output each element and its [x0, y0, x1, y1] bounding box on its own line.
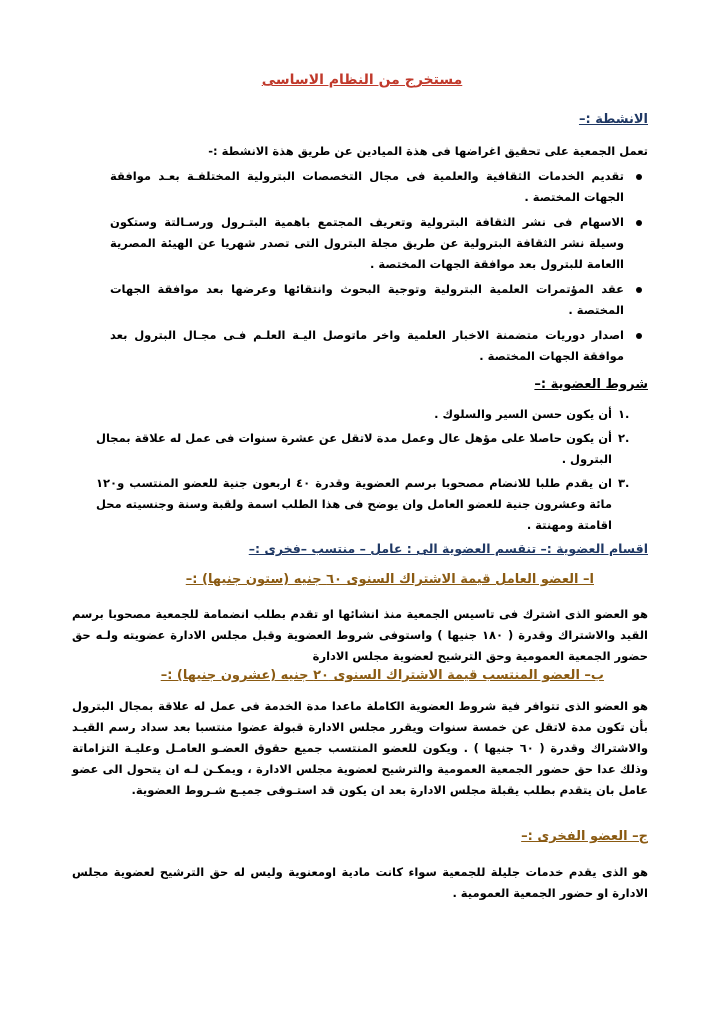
bullet-icon — [636, 333, 642, 339]
membership-conditions-list — [96, 404, 642, 539]
working-member-heading: ا– العضو العامل قيمة الاشتراك السنوى ٦٠ جنيه (ستون جنيها) :– — [185, 572, 594, 587]
honorary-member-text: هو الذى يقدم خدمات جليلة للجمعية سواء كانت مادية اومعنوية وليس له حق الترشيح لعضوية مجلس الادارة او حضور الجمعية العمومية . — [72, 865, 648, 900]
list-item: تقديم الخدمات الثقافية والعلمية فى مجال التخصصات البترولية المختلفـة بعـد موافقة الجهات المختصة . — [110, 166, 646, 208]
activities-list — [110, 166, 646, 371]
honorary-member-heading: ج– العضو الفخرى :– — [521, 829, 648, 844]
membership-conditions-heading: شروط العضوية :– — [534, 377, 648, 392]
working-member-text: هو العضو الذى اشترك فى تاسيس الجمعية منذ انشائها او تقدم بطلب انضمامة للجمعية مصحوبا برسم القيد والاشتراك وقدرة ( ١٨٠ جنيها ) واستوفى شروط العضوية وقبل مجلس الادارة عضويته ولـه حق حضور الجمعية العمومية وحق الترشيح لعضوية مجلس الادارة — [72, 607, 648, 663]
bullet-icon — [636, 174, 642, 180]
activities-heading: الانشطة :– — [578, 112, 648, 127]
list-item: .١ أن يكون حسن السير والسلوك . — [434, 407, 630, 421]
list-item: .٢ أن يكون حاصلا على مؤهل عال وعمل مدة لاتقل عن عشرة سنوات فى عمل له علاقة بمجال البترول . — [96, 431, 630, 466]
bullet-icon — [636, 220, 642, 226]
activities-intro: تعمل الجمعية على تحقيق اغراضها فى هذة الميادين عن طريق هذة الانشطة :- — [208, 144, 648, 158]
list-item: الاسهام فى نشر الثقافة البترولية وتعريف المجتمع باهمية البتـرول ورسـالتة وستكون وسيلة نشر الثقافة البترولية عن طريق مجلة البترول التى تصدر شهريا عن الهيئة المصرية االعامة للبترول بعد موافقة الجهات المختصة . — [110, 212, 646, 275]
document-title: مستخرج من النظام الاساسى — [261, 72, 463, 88]
affiliate-member-heading: ب– العضو المنتسب قيمة الاشتراك السنوى ٢٠ جنيه (عشرون جنيها) :– — [160, 668, 604, 683]
membership-types-heading: اقسام العضوية :– تنقسم العضوية الى : عامل – منتسب –فخرى :– — [248, 541, 648, 556]
list-item: .٣ ان يقدم طلبا للانضام مصحوبا برسم العضوية وقدرة ٤٠ اربعون جنية للعضو المنتسب و١٢٠ مائة وعشرون جنية للعضو العامل وان يوضح فى هذا الطلب اسمة ولقبة وسنة وجنسيته محل اقامتة ومهنتة . — [96, 476, 630, 532]
list-item: اصدار دوريات متضمنة الاخبار العلمية واخر ماتوصل اليـة العلـم فـى مجـال البترول بعد موافقة الجهات المختصة . — [110, 325, 646, 367]
affiliate-member-text: هو العضو الذى تتوافر فية شروط العضوية الكاملة ماعدا مدة الخدمة فى عمل له علاقة بمجال البترول بأن تكون مدة لاتقل عن خمسة سنوات ويقرر مجلس الادارة قبولة عضوا منتسبا بعد سداد رسم القيـد والاشتراك وقدرة ( ٦٠ جنيها ) . ويكون للعضو المنتسب جميع حقوق العضـو العامـل وعليـة التزاماتة وذلك عدا حق حضور الجمعية العمومية والترشيح لعضوية مجلس الادارة ، ويمكـن لـه ان يتحول الى عضو عامل بان يتقدم بطلب يقبلة مجلس الادارة بعد ان يكون قد استـوفى جميـع شـروط العضوية. — [72, 699, 648, 797]
bullet-icon — [636, 287, 642, 293]
list-item: عقد المؤتمرات العلمية البترولية وتوجية البحوث وانتقائها وعرضها بعد موافقة الجهات المختصة . — [110, 279, 646, 321]
